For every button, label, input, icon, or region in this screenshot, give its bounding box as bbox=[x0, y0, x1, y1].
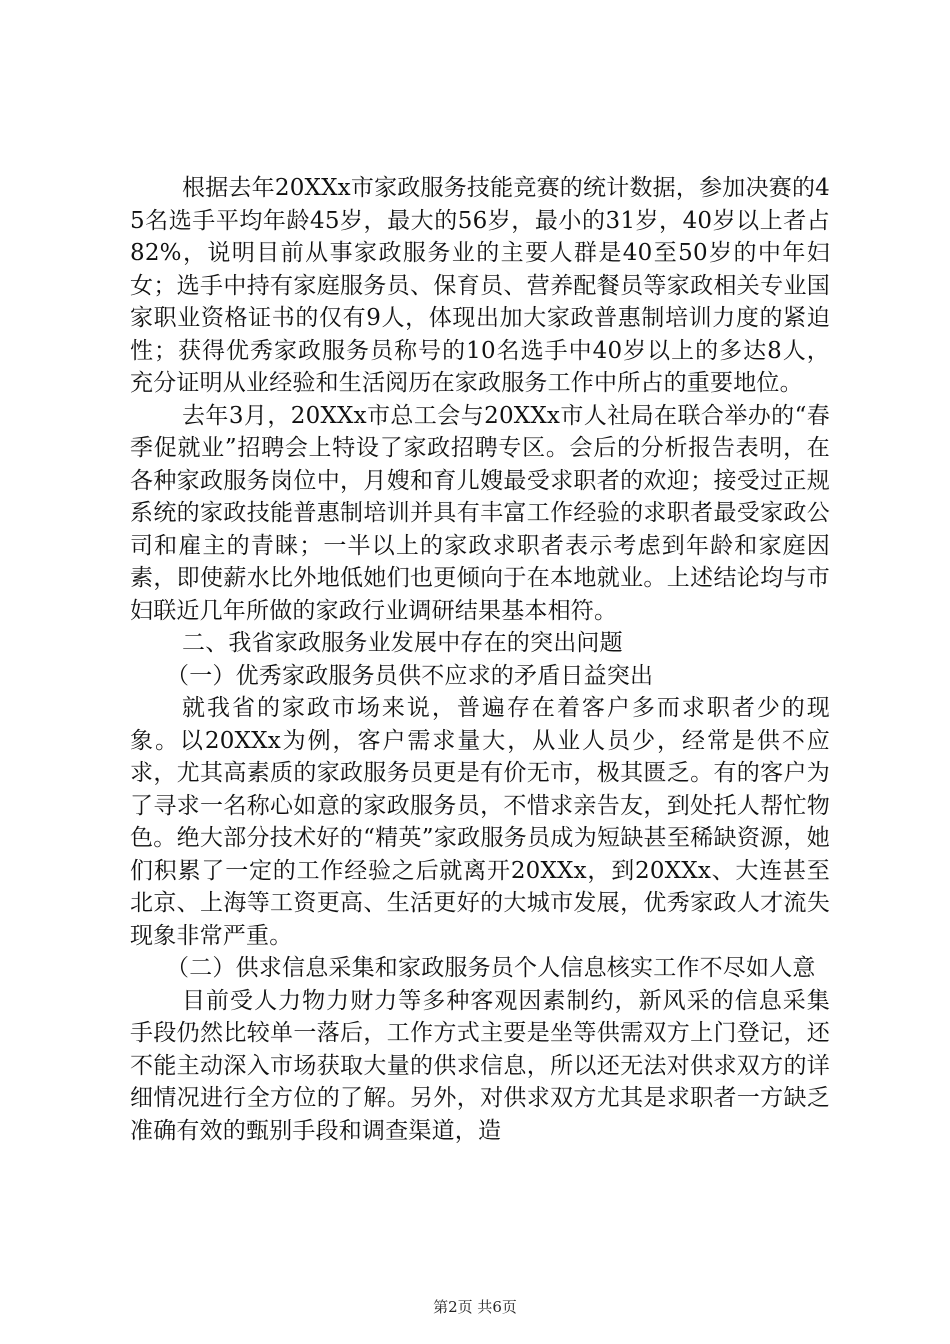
page-footer: 第2页 共6页 bbox=[433, 1298, 517, 1316]
paragraph-competition-statistics: 根据去年20XXx市家政服务技能竞赛的统计数据，参加决赛的45名选手平均年龄45岁，最大的56岁，最小的31岁，40岁以上者占82%，说明目前从事家政服务业的主要人群是40至50岁的中年妇女；选手中持有家庭服务员、保育员、营养配餐员等家政相关专业国家职业资格证书的仅有9人，体现出加大家政普惠制培训力度的紧迫性；获得优秀家政服务员称号的10名选手中40岁以上的多达8人，充分证明从业经验和生活阅历在家政服务工作中所占的重要地位。 bbox=[130, 175, 830, 396]
document-body bbox=[130, 172, 830, 1147]
subsection-heading-supply-shortage: （一）优秀家政服务员供不应求的矛盾日益突出 bbox=[166, 662, 654, 689]
paragraph-information-collection: 目前受人力物力财力等多种客观因素制约，新风采的信息采集手段仍然比较单一落后，工作方式主要是坐等供需双方上门登记，还不能主动深入市场获取大量的供求信息，所以还无法对供求双方的详细情况进行全方位的了解。另外，对供求双方尤其是求职者一方缺乏准确有效的甄别手段和调查渠道，造 bbox=[130, 987, 830, 1144]
subsection-heading-information-collection: （二）供求信息采集和家政服务员个人信息核实工作不尽如人意 bbox=[166, 955, 816, 981]
paragraph-market-shortage: 就我省的家政市场来说，普遍存在着客户多而求职者少的现象。以20XXx为例，客户需求量大，从业人员少，经常是供不应求，尤其高素质的家政服务员更是有价无市，极其匮乏。有的客户为了寻求一名称心如意的家政服务员，不惜求亲告友，到处托人帮忙物色。绝大部分技术好的“精英”家政服务员成为短缺甚至稀缺资源，她们积累了一定的工作经验之后就离开20XXx，到20XXx、大连甚至北京、上海等工资更高、生活更好的大城市发展，优秀家政人才流失现象非常严重。 bbox=[130, 695, 830, 949]
section-heading-problems: 二、我省家政服务业发展中存在的突出问题 bbox=[182, 630, 623, 656]
paragraph-job-fair-analysis: 去年3月，20XXx市总工会与20XXx市人社局在联合举办的“春季促就业”招聘会上特设了家政招聘专区。会后的分析报告表明，在各种家政服务岗位中，月嫂和育儿嫂最受求职者的欢迎；接受过正规系统的家政技能普惠制培训并具有丰富工作经验的求职者最受家政公司和雇主的青睐；一半以上的家政求职者表示考虑到年龄和家庭因素，即使薪水比外地低她们也更倾向于在本地就业。上述结论均与市妇联近几年所做的家政行业调研结果基本相符。 bbox=[130, 402, 830, 624]
